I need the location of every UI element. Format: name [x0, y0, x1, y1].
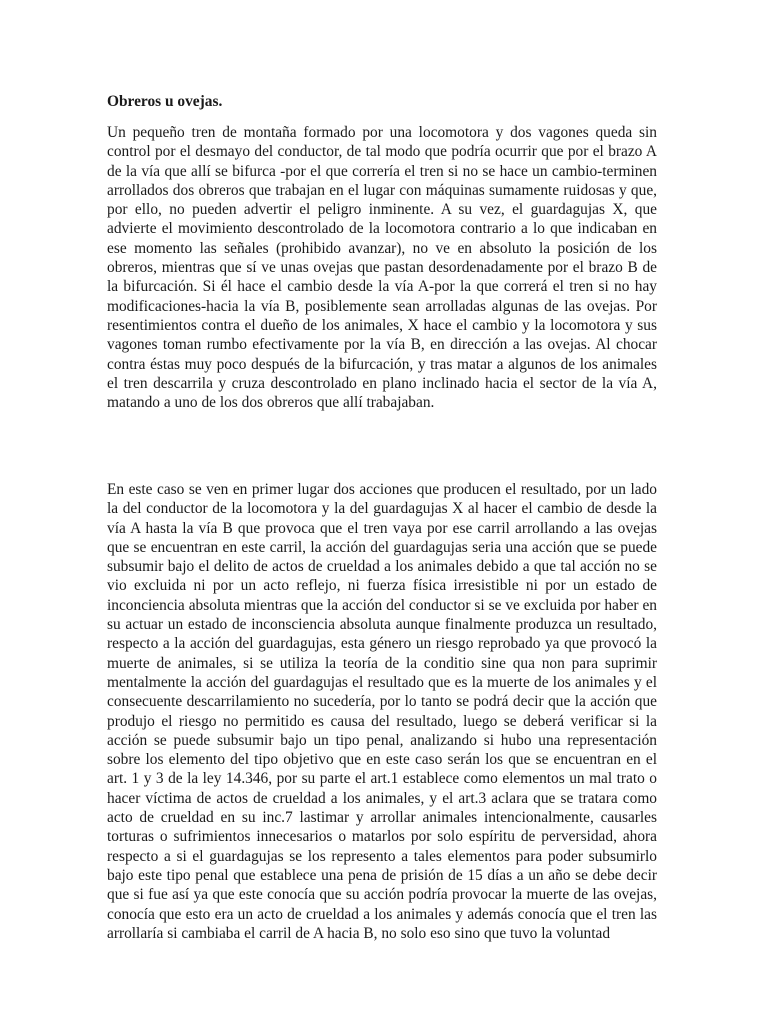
document-title: Obreros u ovejas.: [107, 93, 223, 110]
case-analysis-paragraph: En este caso se ven en primer lugar dos acciones que producen el resultado, por un lado la del conductor de la locomotora y la del guardagujas X al hacer el cambio de desde la vía A hasta la vía B que provoca que el tren vaya por ese carril arrollando a las ovejas que se encuentran en este carril, la acción del guardagujas seria una acción que se puede subsumir bajo el delito de actos de crueldad a los animales debido a que tal acción no se vio excluida ni por un acto reflejo, ni fuerza física irresistible ni por un estado de inconciencia absoluta mientras que la acción del conductor si se ve excluida por haber en su actuar un estado de inconsciencia absoluta aunque finalmente produzca un resultado, respecto a la acción del guardagujas, esta género un riesgo reprobado ya que provocó la muerte de animales, si se utiliza la teoría de la conditio sine qua non para suprimir mentalmente la acción del guardagujas el resultado que es la muerte de los animales y el consecuente descarrilamiento no sucedería, por lo tanto se podrá decir que la acción que produjo el riesgo no permitido es causa del resultado, luego se deberá verificar si la acción se puede subsumir bajo un tipo penal, analizando si hubo una representación sobre los elemento del tipo objetivo que en este caso serán los que se encuentran en el art. 1 y 3 de la ley 14.346, por su parte el art.1 establece como elementos un mal trato o hacer víctima de actos de crueldad a los animales, y el art.3 aclara que se tratara como acto de crueldad en su inc.7 lastimar y arrollar animales intencionalmente, causarles torturas o sufrimientos innecesarios o matarlos por solo espíritu de perversidad, ahora respecto a si el guardagujas se los represento a tales elementos para poder subsumirlo bajo este tipo penal que establece una pena de prisión de 15 días a un año se debe decir que si fue así ya que este conocía que su acción podría provocar la muerte de las ovejas, conocía que esto era un acto de crueldad a los animales y además conocía que el tren las arrollaría si cambiaba el carril de A hacia B, no solo eso sino que tuvo la voluntad: [107, 481, 657, 942]
case-description-paragraph: Un pequeño tren de montaña formado por una locomotora y dos vagones queda sin control por el desmayo del conductor, de tal modo que podría ocurrir que por el brazo A de la vía que allí se bifurca -por el que correría el tren si no se hace un cambio-terminen arrollados dos obreros que trabajan en el lugar con máquinas sumamente ruidosas y que, por ello, no pueden advertir el peligro inminente. A su vez, el guardagujas X, que advierte el movimiento descontrolado de la locomotora contrario a lo que indicaban en ese momento las señales (prohibido avanzar), no ve en absoluto la posición de los obreros, mientras que sí ve unas ovejas que pastan desordenadamente por el brazo B de la bifurcación. Si él hace el cambio desde la vía A-por la que correrá el tren si no hay modificaciones-hacia la vía B, posiblemente sean arrolladas algunas de las ovejas. Por resentimientos contra el dueño de los animales, X hace el cambio y la locomotora y sus vagones toman rumbo efectivamente por la vía B, en dirección a las ovejas. Al chocar contra éstas muy poco después de la bifurcación, y tras matar a algunos de los animales el tren descarrila y cruza descontrolado en plano inclinado hacia el sector de la vía A, matando a uno de los dos obreros que allí trabajaban.: [107, 124, 657, 412]
